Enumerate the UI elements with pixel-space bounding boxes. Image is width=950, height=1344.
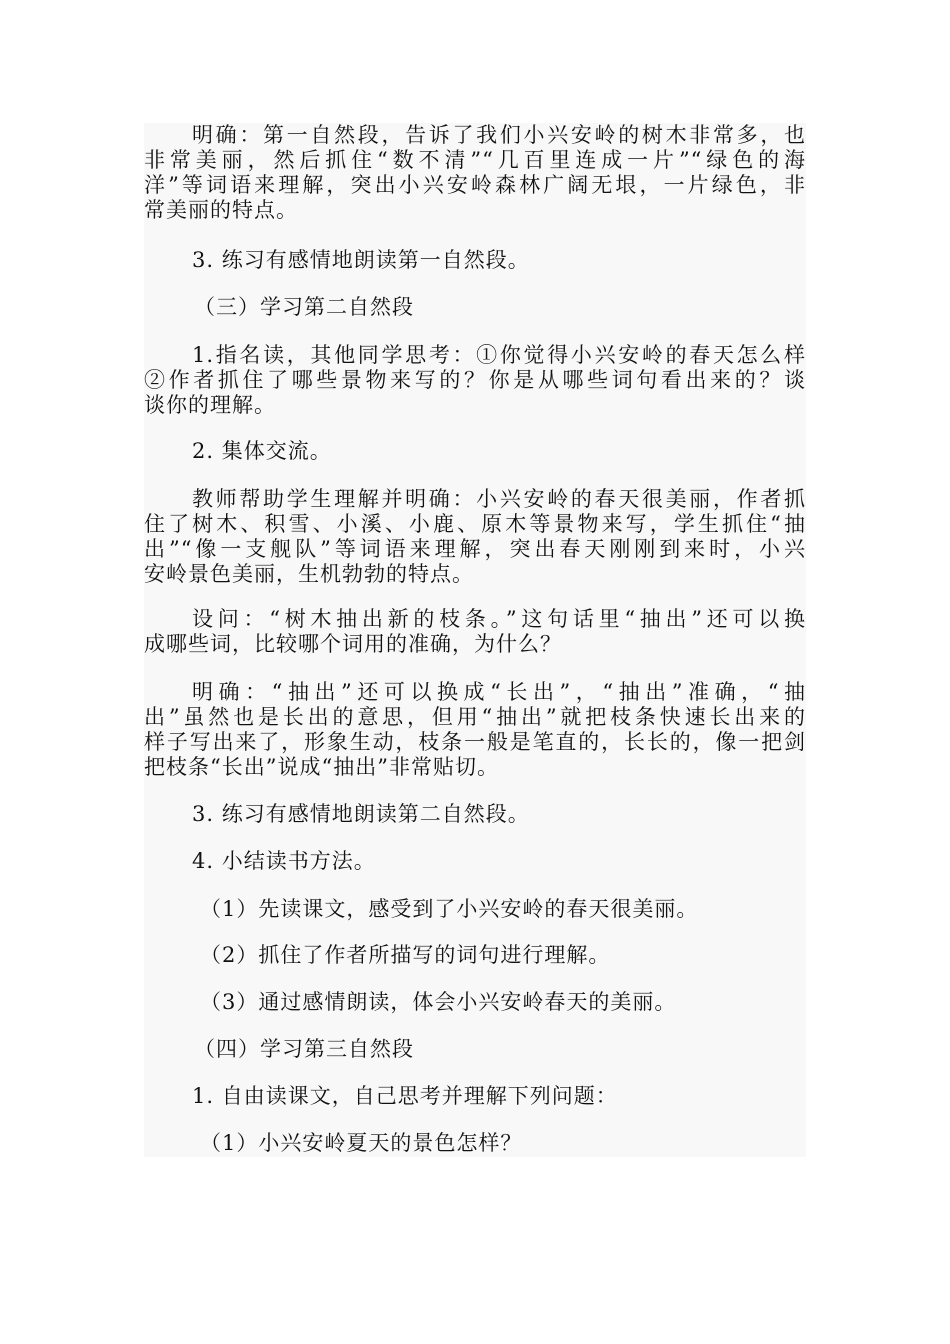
paragraph-teacher-help [144,487,806,587]
text-line: 谈你的理解。 [144,393,276,417]
text-line: 1. 自由读课文，自己思考并理解下列问题： [192,1084,618,1108]
text-line: （1）先读课文，感受到了小兴安岭的春天很美丽。 [200,897,699,921]
text-line: 非常美丽，然后抓住“数不清”“几百里连成一片”“绿色的海 [144,148,806,172]
list-item-3 [144,990,806,1015]
section-heading-3 [144,295,806,320]
paragraph-clarify-first-section [144,123,806,223]
list-item-2 [144,943,806,968]
text-line: （1）小兴安岭夏天的景色怎样？ [200,1131,523,1155]
text-line: 把枝条“长出”说成“抽出”非常贴切。 [144,755,499,779]
text-line: 3. 练习有感情地朗读第二自然段。 [192,802,530,826]
text-line: 设问：“树木抽出新的枝条。”这句话里“抽出”还可以换 [192,607,806,631]
text-line: 2. 集体交流。 [192,439,332,463]
paragraph-practice-reading-2 [144,802,806,827]
text-line: （三）学习第二自然段 [194,295,414,319]
list-item-summer [144,1131,806,1156]
text-line: （2）抓住了作者所描写的词句进行理解。 [200,943,611,967]
text-line: 出”“像一支舰队”等词语来理解，突出春天刚刚到来时，小兴 [144,537,806,561]
text-line: 明确：第一自然段，告诉了我们小兴安岭的树木非常多，也 [192,123,806,147]
text-line: 1.指名读，其他同学思考：①你觉得小兴安岭的春天怎么样 [192,343,806,367]
text-line: 常美丽的特点。 [144,198,298,222]
document-body [144,123,806,1157]
paragraph-clarify-chouchu [144,680,806,780]
text-line: ②作者抓住了哪些景物来写的？你是从哪些词句看出来的？谈 [144,368,806,392]
paragraph-question [144,607,806,657]
paragraph-summary-method [144,849,806,874]
text-line: 成哪些词，比较哪个词用的准确，为什么？ [144,632,562,656]
text-line: 出”虽然也是长出的意思，但用“抽出”就把枝条快速长出来的 [144,705,806,729]
text-line: （3）通过感情朗读，体会小兴安岭春天的美丽。 [200,990,677,1014]
text-line: 4. 小结读书方法。 [192,849,376,873]
paragraph-free-reading [144,1084,806,1109]
text-line: 住了树木、积雪、小溪、小鹿、原木等景物来写，学生抓住“抽 [144,512,806,536]
paragraph-practice-reading-1 [144,248,806,273]
text-line: 3. 练习有感情地朗读第一自然段。 [192,248,530,272]
text-line: 明确：“抽出”还可以换成“长出”，“抽出”准确，“抽 [192,680,806,704]
text-line: 洋”等词语来理解，突出小兴安岭森林广阔无垠，一片绿色，非 [144,173,806,197]
text-line: 样子写出来了，形象生动，枝条一般是笔直的，长长的，像一把剑 [144,730,806,754]
paragraph-group-discussion [144,439,806,464]
text-line: （四）学习第三自然段 [194,1037,414,1061]
text-line: 教师帮助学生理解并明确：小兴安岭的春天很美丽，作者抓 [192,487,806,511]
text-line: 安岭景色美丽，生机勃勃的特点。 [144,562,474,586]
section-heading-4 [144,1037,806,1062]
paragraph-named-reading [144,343,806,418]
list-item-1 [144,897,806,922]
